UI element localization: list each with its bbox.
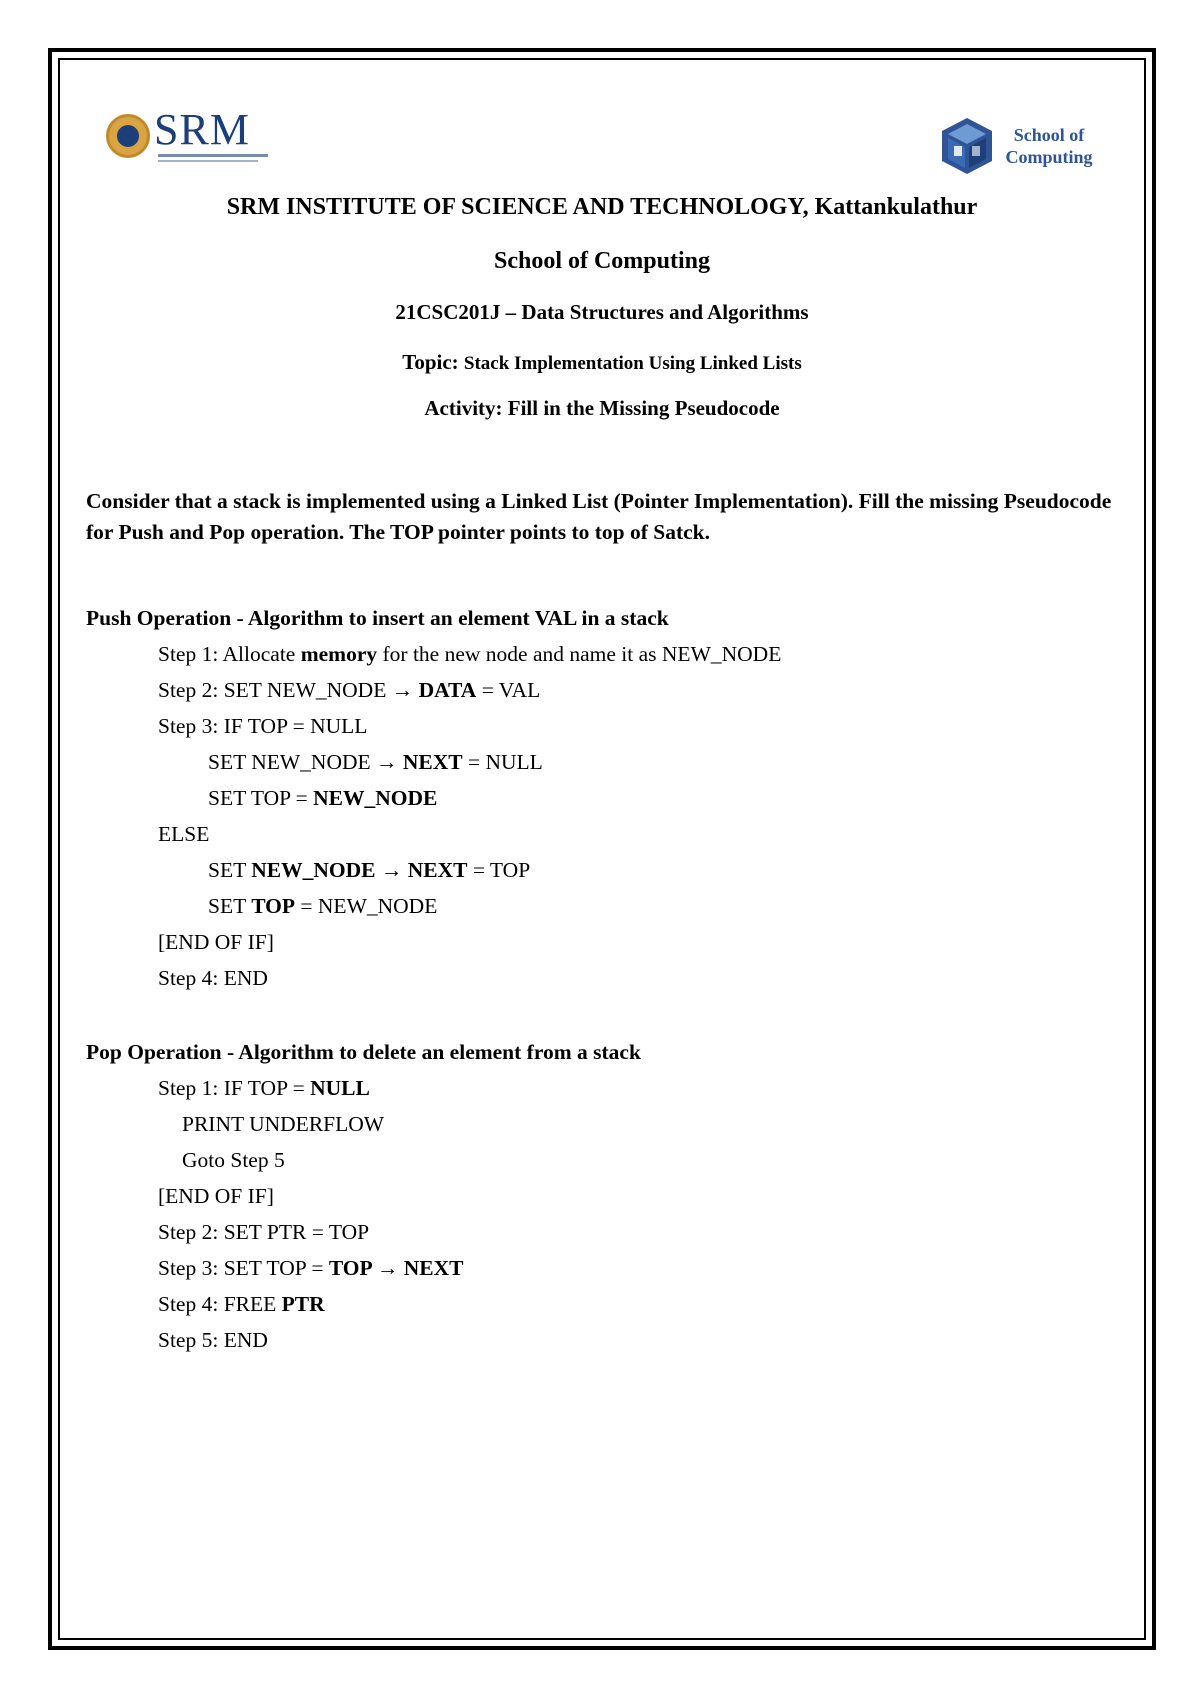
- activity-title: Activity: Fill in the Missing Pseudocode: [424, 396, 780, 420]
- logo-text-line-2: Computing: [1005, 147, 1093, 167]
- push-else-1-c: = TOP: [467, 858, 531, 882]
- intro-paragraph: Consider that a stack is implemented using a Linked List (Pointer Implementation). Fill the missing Pseudocode for Push and Pop operation. The TOP pointer points to top of Satck.: [86, 489, 1112, 544]
- pop-step-3-b: TOP → NEXT: [328, 1256, 464, 1280]
- push-step-3b-b: NEW_NODE: [313, 786, 438, 810]
- push-else-1-b: NEW_NODE → NEXT: [251, 858, 468, 882]
- push-step-2-a: Step 2: SET NEW_NODE →: [158, 678, 419, 702]
- push-step-2-b: DATA: [418, 678, 477, 702]
- pop-step-3-a: Step 3: SET TOP =: [158, 1256, 329, 1280]
- push-step-3b-a: SET TOP =: [208, 786, 314, 810]
- push-step-2: [158, 678, 540, 703]
- push-end-if: [END OF IF]: [158, 930, 274, 954]
- push-step-1-a: Step 1: Allocate: [158, 642, 301, 666]
- cube-icon: [940, 116, 994, 176]
- srm-logo-subline-2: [158, 160, 258, 162]
- topic-value: Stack Implementation Using Linked Lists: [463, 353, 802, 374]
- push-step-4: Step 4: END: [158, 966, 268, 990]
- topic-label: Topic:: [402, 350, 459, 374]
- push-else-2-a: SET: [208, 894, 252, 918]
- push-step-3-then-1: [208, 750, 543, 775]
- pop-print-underflow: PRINT UNDERFLOW: [182, 1112, 385, 1136]
- pop-step-4-b: PTR: [281, 1292, 325, 1316]
- pop-step-5: Step 5: END: [158, 1328, 268, 1352]
- push-else: ELSE: [158, 822, 210, 846]
- pop-end-if: [END OF IF]: [158, 1184, 274, 1208]
- push-step-3-then-2: [208, 786, 437, 811]
- push-step-2-c: = VAL: [476, 678, 541, 702]
- page-border-inner: [58, 58, 1146, 1640]
- srm-logo-text: SRM: [154, 105, 250, 154]
- srm-logo-subline: [158, 154, 268, 157]
- push-step-1-c: for the new node and name it as NEW_NODE: [377, 642, 782, 666]
- school-title: School of Computing: [493, 248, 711, 274]
- push-else-1: [208, 858, 530, 883]
- push-else-1-a: SET: [208, 858, 252, 882]
- pop-step-1: [158, 1076, 370, 1101]
- push-else-2-c: = NEW_NODE: [295, 894, 438, 918]
- topic-line: [60, 350, 1144, 375]
- pop-step-4: [158, 1292, 325, 1317]
- logo-text-line-1: School of: [1013, 125, 1085, 145]
- pop-step-4-a: Step 4: FREE: [158, 1292, 282, 1316]
- push-else-2: [208, 894, 437, 919]
- school-of-computing-logo: [940, 116, 1100, 180]
- push-heading: Push Operation - Algorithm to insert an element VAL in a stack: [86, 606, 669, 630]
- course-title: 21CSC201J – Data Structures and Algorithms: [395, 300, 809, 324]
- srm-seal-icon: [106, 114, 150, 158]
- institute-title: SRM INSTITUTE OF SCIENCE AND TECHNOLOGY, Kattankulathur: [226, 194, 978, 220]
- pop-heading: Pop Operation - Algorithm to delete an element from a stack: [86, 1040, 641, 1064]
- push-step-3a-c: = NULL: [462, 750, 543, 774]
- push-step-1: [158, 642, 781, 667]
- push-step-3: Step 3: IF TOP = NULL: [158, 714, 368, 738]
- pop-step-1-a: Step 1: IF TOP =: [158, 1076, 311, 1100]
- pop-step-2: Step 2: SET PTR = TOP: [158, 1220, 370, 1244]
- pop-step-1-b: NULL: [310, 1076, 370, 1100]
- pop-step-3: [158, 1256, 463, 1281]
- push-else-2-b: TOP: [251, 894, 296, 918]
- pop-goto-step: Goto Step 5: [182, 1148, 285, 1172]
- push-step-3a-b: NEXT: [402, 750, 463, 774]
- push-step-3a-a: SET NEW_NODE →: [208, 750, 403, 774]
- push-step-1-b: memory: [300, 642, 378, 666]
- srm-logo: [106, 105, 266, 166]
- school-of-computing-logo-text: [1000, 124, 1098, 168]
